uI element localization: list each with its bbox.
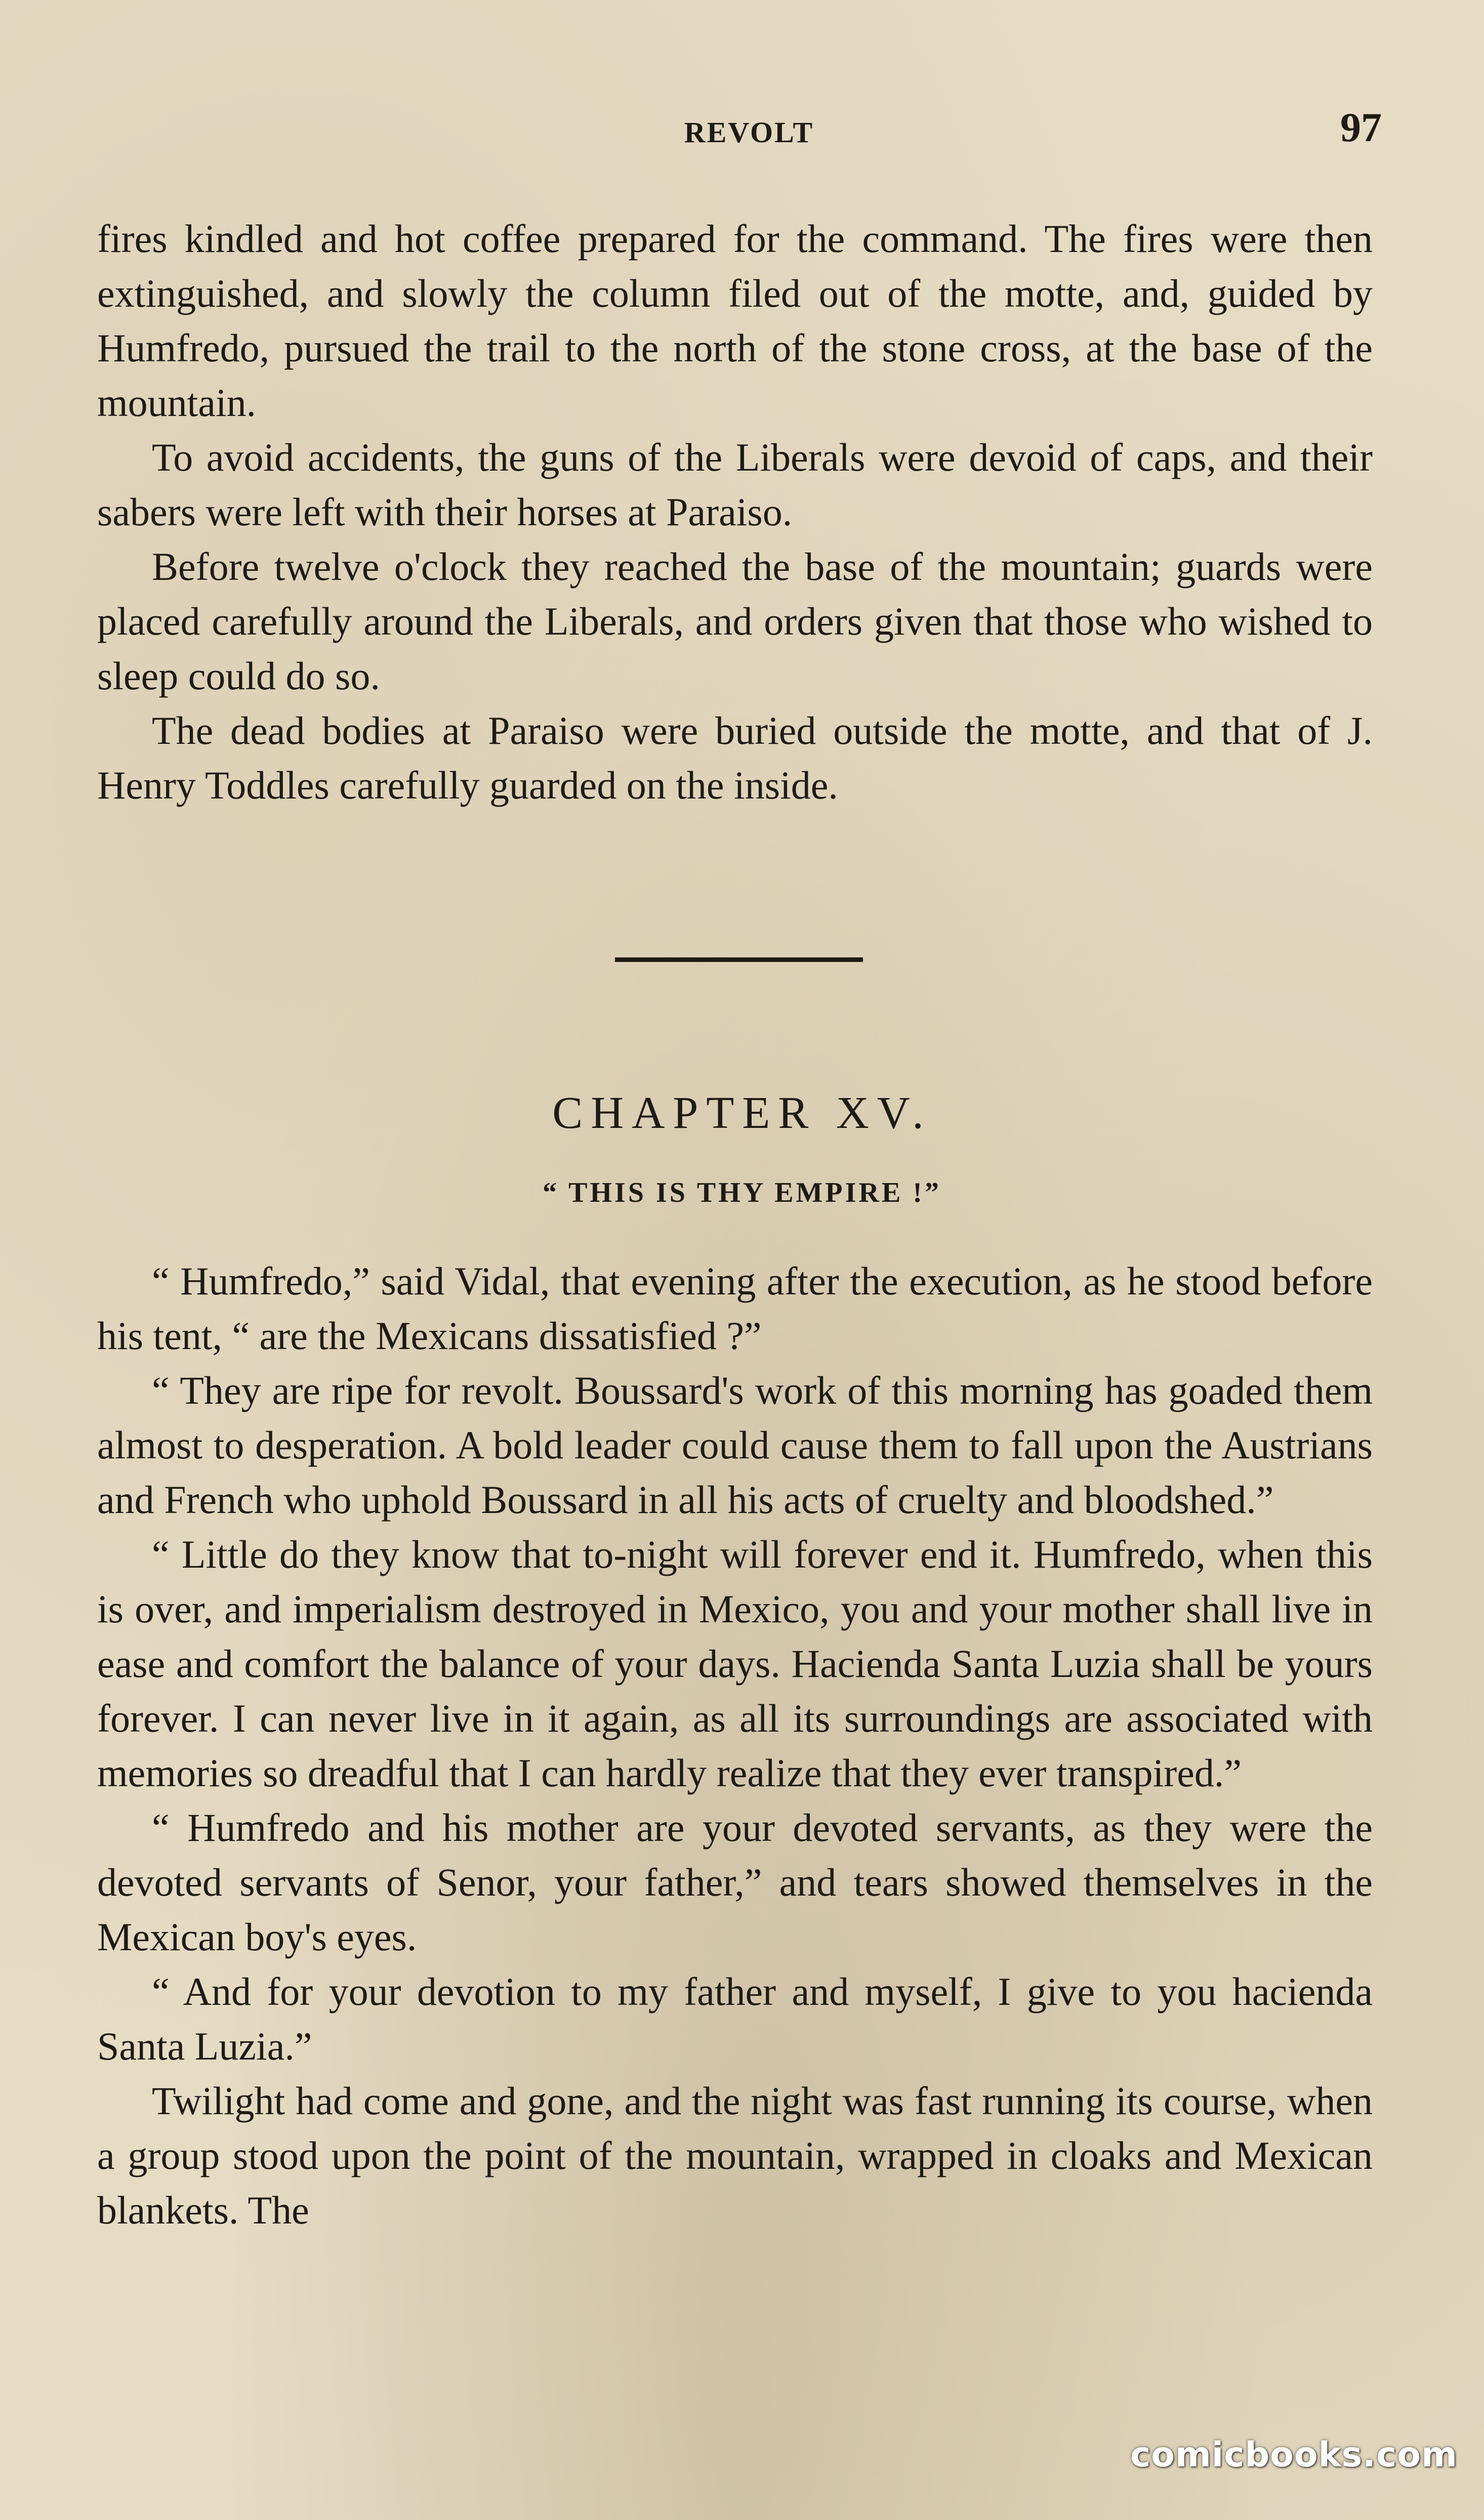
paragraph: The dead bodies at Paraiso were buried outside the motte, and that of J. Henry Toddles carefully guarded on the inside. (97, 708, 1373, 807)
page-number: 97 (1340, 104, 1382, 150)
paragraph: “ They are ripe for revolt. Boussard's work of this morning has goaded them almost to desperation. A bold leader could cause them to fall upon the Austrians and French who uphold Boussard in all his acts of cruelty and bloodshed.” (97, 1368, 1373, 1522)
running-head: REVOLT (684, 116, 814, 149)
paragraph: “ Little do they know that to-night will forever end it. Humfredo, when this is over, and imperialism destroyed in Mexico, you and your mother shall live in ease and comfort the balance of your days. Hacienda Santa Luzia shall be yours forever. I can never live in it again, as all its surroundings are associated with memories so dreadful that I can hardly realize that they ever transpired.” (97, 1532, 1373, 1795)
chapter-title: CHAPTER XV. (552, 1088, 932, 1138)
paragraph: Before twelve o'clock they reached the base of the mountain; guards were placed carefully around the Liberals, and orders given that those who wished to sleep could do so. (97, 544, 1373, 698)
paragraph: “ Humfredo,” said Vidal, that evening after the execution, as he stood before his tent, “ are the Mexicans dissatisfied ?” (97, 1259, 1373, 1358)
paragraph: Twilight had come and gone, and the night was fast running its course, when a group stood upon the point of the mountain, wrapped in cloaks and Mexican blankets. The (97, 2079, 1373, 2232)
section-divider-rule (615, 957, 863, 962)
paragraph: To avoid accidents, the guns of the Liberals were devoid of caps, and their sabers were left with their horses at Paraiso. (97, 435, 1373, 534)
paragraph: fires kindled and hot coffee prepared for the command. The fires were then extinguished, and slowly the column filed out of the motte, and, guided by Humfredo, pursued the trail to the north of the stone cross, at the base of the mountain. (97, 217, 1373, 425)
text-block-chapter (97, 1254, 1373, 2238)
paragraph: “ And for your devotion to my father and myself, I give to you hacienda Santa Luzia.” (97, 1969, 1373, 2068)
paragraph: “ Humfredo and his mother are your devoted servants, as they were the devoted servants of Senor, your father,” and tears showed themselves in the Mexican boy's eyes. (97, 1805, 1373, 1959)
watermark: comicbooks.com (1130, 2435, 1458, 2475)
chapter-subtitle: “ THIS IS THY EMPIRE !” (543, 1177, 941, 1208)
text-block-before-chapter (97, 212, 1373, 813)
